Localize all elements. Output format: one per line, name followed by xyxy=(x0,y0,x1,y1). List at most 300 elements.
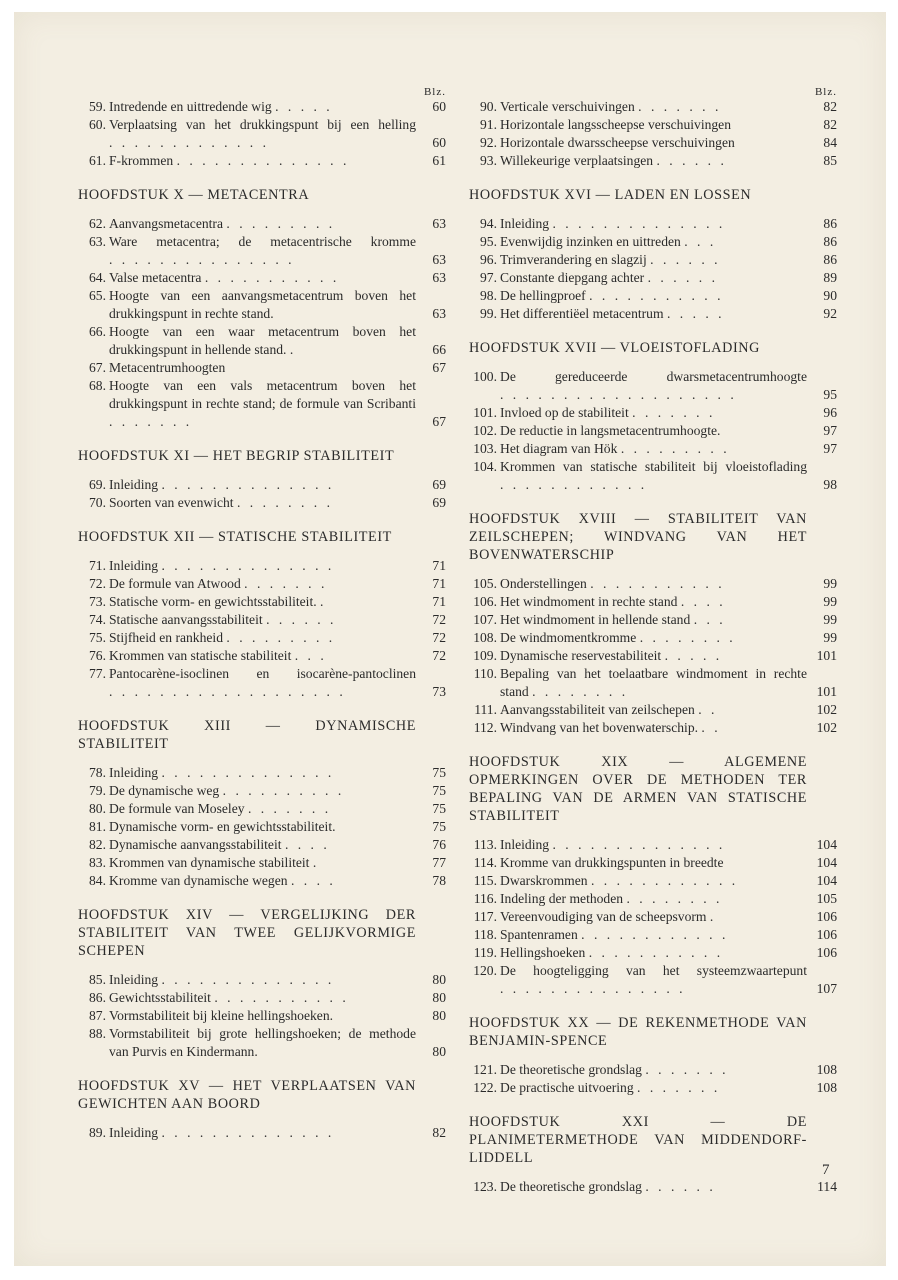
dot-leader: . . . . . . . . . . . . . . . xyxy=(500,981,686,996)
section-number: 119. xyxy=(473,945,497,960)
section-number: 73. xyxy=(89,594,106,609)
toc-entry xyxy=(78,98,450,116)
section-number: 108. xyxy=(473,630,497,645)
section-title: Hoogte van een waar metacentrum boven het drukkingspunt in hellende stand. xyxy=(109,324,416,357)
chapter-heading: HOOFDSTUK XIX — ALGEMENE OPMERKINGEN OVER DE METHODEN TER BEPALING VAN DE ARMEN VAN STATISCHE STABILITEIT xyxy=(469,754,807,824)
page-ref: 82 xyxy=(823,117,837,132)
section-number: 81. xyxy=(89,819,106,834)
toc-entry xyxy=(78,359,450,377)
dot-leader: . . . . . . . xyxy=(632,405,716,420)
dot-leader: . . . . . . . xyxy=(637,1080,721,1095)
section-number: 122. xyxy=(473,1080,497,1095)
page-ref: 73 xyxy=(432,684,446,699)
section-title: Pantocarène-isoclinen en isocarène-pantoclinen xyxy=(109,666,416,681)
section-title: Onderstellingen xyxy=(500,576,587,591)
toc-entry xyxy=(78,116,450,152)
section-number: 87. xyxy=(89,1008,106,1023)
section-number: 112. xyxy=(473,720,497,735)
toc-entry xyxy=(78,872,450,890)
page-ref: 99 xyxy=(823,594,837,609)
toc-entry xyxy=(78,800,450,818)
page-ref: 102 xyxy=(816,702,837,717)
section-number: 64. xyxy=(89,270,106,285)
dot-leader: . xyxy=(289,342,297,357)
dot-leader: . . . . . . . . . . . . xyxy=(591,873,739,888)
dot-leader: . . . . . . . . . . . . . . xyxy=(161,558,335,573)
section-title: Dynamische vorm- en gewichtsstabiliteit. xyxy=(109,819,336,834)
section-title: Kromme van drukkingspunten in breedte xyxy=(500,855,724,870)
dot-leader: . xyxy=(312,855,320,870)
section-number: 85. xyxy=(89,972,106,987)
section-number: 74. xyxy=(89,612,106,627)
section-number: 114. xyxy=(473,855,497,870)
toc-column-left xyxy=(78,86,450,1142)
page-ref: 108 xyxy=(816,1080,837,1095)
page-ref: 99 xyxy=(823,630,837,645)
page-ref: 75 xyxy=(432,801,446,816)
section-title: Hoogte van een aanvangsmetacentrum boven het drukkingspunt in rechte stand. xyxy=(109,288,416,321)
page-ref: 90 xyxy=(823,288,837,303)
page-ref: 63 xyxy=(432,306,446,321)
section-number: 65. xyxy=(89,288,106,303)
dot-leader: . . . . xyxy=(680,594,726,609)
toc-entry xyxy=(469,665,841,701)
dot-leader: . xyxy=(709,909,717,924)
page-ref: 86 xyxy=(823,234,837,249)
dot-leader: . . . . xyxy=(290,873,336,888)
section-title: Statische aanvangsstabiliteit xyxy=(109,612,263,627)
page-ref: 86 xyxy=(823,252,837,267)
page-ref: 72 xyxy=(432,648,446,663)
toc-entry xyxy=(469,98,841,116)
page-ref: 66 xyxy=(432,342,446,357)
page-column-label: Blz. xyxy=(814,86,837,98)
page-ref: 97 xyxy=(823,423,837,438)
toc-entry xyxy=(469,305,841,323)
page-ref: 107 xyxy=(816,981,837,996)
section-title: Horizontale dwarsscheepse verschuivingen xyxy=(500,135,735,150)
section-number: 123. xyxy=(473,1179,497,1194)
dot-leader: . . xyxy=(701,720,721,735)
section-number: 120. xyxy=(473,963,497,978)
section-number: 80. xyxy=(89,801,106,816)
section-title: Dynamische reservestabiliteit xyxy=(500,648,662,663)
toc-entry xyxy=(78,494,450,512)
toc-entry xyxy=(78,593,450,611)
toc-entry xyxy=(78,233,450,269)
page-ref: 104 xyxy=(816,837,837,852)
toc-entry xyxy=(469,215,841,233)
section-number: 75. xyxy=(89,630,106,645)
section-title: Ware metacentra; de metacentrische kromme xyxy=(109,234,416,249)
dot-leader: . . . . . . . . . . . . . . xyxy=(161,765,335,780)
section-number: 84. xyxy=(89,873,106,888)
toc-entry xyxy=(78,476,450,494)
page-ref: 71 xyxy=(432,576,446,591)
section-title: Inleiding xyxy=(109,558,159,573)
dot-leader: . . . . . . . . . . . . . . . . . . . xyxy=(109,684,346,699)
dot-leader: . . . . . . . xyxy=(645,1062,729,1077)
section-title: Verplaatsing van het drukkingspunt bij een helling xyxy=(109,117,416,132)
section-number: 118. xyxy=(473,927,497,942)
section-number: 121. xyxy=(473,1062,497,1077)
page-number: 7 xyxy=(822,1162,830,1178)
section-number: 116. xyxy=(473,891,497,906)
toc-entry xyxy=(78,818,450,836)
toc-entry xyxy=(469,575,841,593)
toc-entry xyxy=(78,665,450,701)
toc-entry xyxy=(469,233,841,251)
section-title: Stijfheid en rankheid xyxy=(109,630,224,645)
chapter-heading: HOOFDSTUK XII — STATISCHE STABILITEIT xyxy=(78,529,392,545)
dot-leader: . . . . xyxy=(284,837,330,852)
dot-leader: . . . xyxy=(693,612,726,627)
dot-leader: . . . . . . . . . . . . . . xyxy=(161,477,335,492)
page-ref: 80 xyxy=(432,972,446,987)
dot-leader: . . . . . xyxy=(664,648,723,663)
section-title: F-krommen xyxy=(109,153,174,168)
dot-leader: . . . . . . . . . . . . . . xyxy=(161,972,335,987)
toc-entry xyxy=(78,1025,450,1061)
dot-leader: . . . . . . xyxy=(645,1179,716,1194)
section-number: 66. xyxy=(89,324,106,339)
toc-entry xyxy=(78,611,450,629)
section-number: 70. xyxy=(89,495,106,510)
section-title: De dynamische weg xyxy=(109,783,220,798)
section-title: Metacentrumhoogten xyxy=(109,360,226,375)
page-ref: 106 xyxy=(816,927,837,942)
section-title: De reductie in langsmetacentrumhoogte. xyxy=(500,423,721,438)
dot-leader: . . . . . . . . . . . . . . xyxy=(552,837,726,852)
page-ref: 82 xyxy=(432,1125,446,1140)
page-ref: 71 xyxy=(432,594,446,609)
dot-leader: . . . . . . . . xyxy=(626,891,723,906)
page-ref: 105 xyxy=(816,891,837,906)
section-title: Vormstabiliteit bij grote hellingshoeken; de methode van Purvis en Kindermann. xyxy=(109,1026,416,1059)
toc-entry xyxy=(78,575,450,593)
dot-leader: . . . . . . . . . . . . . . . xyxy=(109,252,295,267)
toc-entry xyxy=(78,1007,450,1025)
section-title: De hoogteligging van het systeemzwaartepunt xyxy=(500,963,807,978)
chapter-heading: HOOFDSTUK XIV — VERGELIJKING DER STABILITEIT VAN TWEE GELIJKVORMIGE SCHEPEN xyxy=(78,907,416,959)
dot-leader: . . . . . . xyxy=(656,153,727,168)
dot-leader: . . . . . . . . . xyxy=(226,216,336,231)
page-ref: 106 xyxy=(816,909,837,924)
dot-leader: . . . . . . . xyxy=(247,801,332,816)
page-ref: 72 xyxy=(432,630,446,645)
section-title: De formule van Moseley xyxy=(109,801,245,816)
chapter-heading: HOOFDSTUK XV — HET VERPLAATSEN VAN GEWICHTEN AAN BOORD xyxy=(78,1078,416,1112)
dot-leader: . . . . . xyxy=(666,306,725,321)
toc-entry xyxy=(469,1178,841,1196)
chapter-heading: HOOFDSTUK XVII — VLOEISTOFLADING xyxy=(469,340,760,356)
page-ref: 80 xyxy=(432,990,446,1005)
section-number: 107. xyxy=(473,612,497,627)
dot-leader: . . . . . . . . xyxy=(236,495,333,510)
dot-leader: . . . . . . . . . xyxy=(226,630,336,645)
page-ref: 86 xyxy=(823,216,837,231)
toc-entry xyxy=(469,944,841,962)
section-number: 90. xyxy=(480,99,497,114)
page-ref: 99 xyxy=(823,576,837,591)
section-title: Constante diepgang achter xyxy=(500,270,645,285)
section-title: De hellingproef xyxy=(500,288,586,303)
page-ref: 85 xyxy=(823,153,837,168)
section-number: 117. xyxy=(473,909,497,924)
section-number: 97. xyxy=(480,270,497,285)
section-number: 67. xyxy=(89,360,106,375)
section-number: 72. xyxy=(89,576,106,591)
page-ref: 67 xyxy=(432,360,446,375)
section-number: 77. xyxy=(89,666,106,681)
toc-entry xyxy=(469,152,841,170)
section-title: De formule van Atwood xyxy=(109,576,241,591)
section-title: De theoretische grondslag xyxy=(500,1062,642,1077)
page-ref: 78 xyxy=(432,873,446,888)
page-ref: 60 xyxy=(432,99,446,114)
toc-entry xyxy=(78,764,450,782)
page-ref: 104 xyxy=(816,873,837,888)
page-ref: 89 xyxy=(823,270,837,285)
section-number: 92. xyxy=(480,135,497,150)
page-ref: 104 xyxy=(816,855,837,870)
dot-leader: . . . . . . . . . xyxy=(620,441,730,456)
section-number: 113. xyxy=(473,837,497,852)
dot-leader: . . . . . . . xyxy=(244,576,328,591)
section-number: 60. xyxy=(89,117,106,132)
section-title: Vormstabiliteit bij kleine hellingshoeken. xyxy=(109,1008,334,1023)
section-title: Intredende en uittredende wig xyxy=(109,99,272,114)
section-number: 76. xyxy=(89,648,106,663)
dot-leader: . . . . . . . xyxy=(109,414,193,429)
chapter-heading: HOOFDSTUK XVI — LADEN EN LOSSEN xyxy=(469,187,752,203)
page-ref: 98 xyxy=(823,477,837,492)
toc-entry xyxy=(469,134,841,152)
toc-entry xyxy=(469,719,841,737)
section-title: Gewichtsstabiliteit xyxy=(109,990,211,1005)
page-ref: 61 xyxy=(432,153,446,168)
section-number: 68. xyxy=(89,378,106,393)
page-ref: 71 xyxy=(432,558,446,573)
toc-entry xyxy=(78,377,450,431)
section-title: Invloed op de stabiliteit xyxy=(500,405,629,420)
page-ref: 82 xyxy=(823,99,837,114)
section-title: De practische uitvoering xyxy=(500,1080,634,1095)
page-ref: 76 xyxy=(432,837,446,852)
dot-leader: . . . . . . . . . . . xyxy=(204,270,340,285)
dot-leader: . . . . . xyxy=(275,99,333,114)
section-number: 82. xyxy=(89,837,106,852)
section-title: Inleiding xyxy=(109,1125,159,1140)
dot-leader: . xyxy=(320,594,327,609)
section-number: 62. xyxy=(89,216,106,231)
toc-entry xyxy=(78,854,450,872)
toc-entry xyxy=(78,989,450,1007)
chapter-heading: HOOFDSTUK XVIII — STABILITEIT VAN ZEILSCHEPEN; WINDVANG VAN HET BOVENWATERSCHIP xyxy=(469,511,807,563)
toc-entry xyxy=(469,872,841,890)
section-title: Het windmoment in hellende stand xyxy=(500,612,691,627)
dot-leader: . . . . . . xyxy=(647,270,718,285)
section-number: 101. xyxy=(473,405,497,420)
chapter-heading: HOOFDSTUK XI — HET BEGRIP STABILITEIT xyxy=(78,448,395,464)
section-title: De theoretische grondslag xyxy=(500,1179,642,1194)
dot-leader: . . . . . . . xyxy=(638,99,722,114)
page-ref: 75 xyxy=(432,765,446,780)
section-number: 98. xyxy=(480,288,497,303)
page-ref: 92 xyxy=(823,306,837,321)
dot-leader: . . . xyxy=(684,234,717,249)
page-ref: 63 xyxy=(432,252,446,267)
section-title: Het windmoment in rechte stand xyxy=(500,594,678,609)
section-title: Inleiding xyxy=(500,216,550,231)
page-ref: 101 xyxy=(816,648,837,663)
toc-entry xyxy=(469,1061,841,1079)
toc-entry xyxy=(469,368,841,404)
dot-leader: . . . . . . . . xyxy=(639,630,736,645)
toc-entry xyxy=(78,287,450,323)
page-ref: 106 xyxy=(816,945,837,960)
toc-entry xyxy=(78,215,450,233)
page-ref: 60 xyxy=(432,135,446,150)
section-title: Willekeurige verplaatsingen xyxy=(500,153,654,168)
section-number: 59. xyxy=(89,99,106,114)
page-ref: 102 xyxy=(816,720,837,735)
chapter-heading: HOOFDSTUK X — METACENTRA xyxy=(78,187,310,203)
section-title: De gereduceerde dwarsmetacentrumhoogte xyxy=(500,369,807,384)
dot-leader: . . . . . . . . . . . . xyxy=(500,477,648,492)
chapter-heading: HOOFDSTUK XXI — DE PLANIMETERMETHODE VAN MIDDENDORF-LIDDELL xyxy=(469,1114,807,1166)
dot-leader: . . . . . . . . . . . . . . xyxy=(161,1125,335,1140)
section-number: 103. xyxy=(473,441,497,456)
toc-entry xyxy=(469,116,841,134)
section-title: Krommen van statische stabiliteit bij vloeistoflading xyxy=(500,459,807,474)
section-title: Dynamische aanvangsstabiliteit xyxy=(109,837,282,852)
section-number: 102. xyxy=(473,423,497,438)
section-title: Evenwijdig inzinken en uittreden xyxy=(500,234,681,249)
section-number: 86. xyxy=(89,990,106,1005)
section-number: 115. xyxy=(473,873,497,888)
page-ref: 77 xyxy=(432,855,446,870)
page-ref: 96 xyxy=(823,405,837,420)
toc-column-right xyxy=(469,86,841,1196)
toc-entry xyxy=(469,647,841,665)
book-page xyxy=(14,12,886,1266)
chapter-heading: HOOFDSTUK XIII — DYNAMISCHE STABILITEIT xyxy=(78,718,416,752)
section-title: Kromme van dynamische wegen xyxy=(109,873,288,888)
section-number: 79. xyxy=(89,783,106,798)
section-title: Bepaling van het toelaatbare windmoment in rechte stand xyxy=(500,666,807,699)
toc-entry xyxy=(469,629,841,647)
chapter-heading: HOOFDSTUK XX — DE REKENMETHODE VAN BENJAMIN-SPENCE xyxy=(469,1015,807,1049)
section-title: Horizontale langsscheepse verschuivingen xyxy=(500,117,732,132)
section-number: 94. xyxy=(480,216,497,231)
section-title: Vereenvoudiging van de scheepsvorm xyxy=(500,909,707,924)
toc-entry xyxy=(469,593,841,611)
section-title: Windvang van het bovenwaterschip. xyxy=(500,720,699,735)
page-ref: 97 xyxy=(823,441,837,456)
section-number: 78. xyxy=(89,765,106,780)
toc-entry xyxy=(78,782,450,800)
section-title: Valse metacentra xyxy=(109,270,202,285)
section-number: 99. xyxy=(480,306,497,321)
section-title: Indeling der methoden xyxy=(500,891,624,906)
page-ref: 95 xyxy=(823,387,837,402)
section-number: 69. xyxy=(89,477,106,492)
toc-entry xyxy=(469,962,841,998)
section-number: 109. xyxy=(473,648,497,663)
toc-entry xyxy=(78,152,450,170)
section-number: 93. xyxy=(480,153,497,168)
dot-leader: . . . . . . xyxy=(650,252,721,267)
toc-entry xyxy=(469,701,841,719)
toc-entry xyxy=(469,926,841,944)
section-number: 110. xyxy=(473,666,497,681)
section-title: Hellingshoeken xyxy=(500,945,586,960)
section-title: Aanvangsstabiliteit van zeilschepen xyxy=(500,702,695,717)
section-number: 91. xyxy=(480,117,497,132)
section-number: 106. xyxy=(473,594,497,609)
dot-leader: . . . . . . . . . . . . . . xyxy=(552,216,726,231)
section-number: 95. xyxy=(480,234,497,249)
section-title: Krommen van statische stabiliteit xyxy=(109,648,292,663)
section-title: Soorten van evenwicht xyxy=(109,495,234,510)
toc-entry xyxy=(78,629,450,647)
toc-entry xyxy=(469,890,841,908)
page-ref: 69 xyxy=(432,495,446,510)
toc-entry xyxy=(469,251,841,269)
dot-leader: . . . . . . . . . . . . xyxy=(581,927,729,942)
toc-entry xyxy=(469,287,841,305)
section-title: Het diagram van Hök xyxy=(500,441,618,456)
section-title: De windmomentkromme xyxy=(500,630,637,645)
page-ref: 63 xyxy=(432,216,446,231)
toc-entry xyxy=(469,611,841,629)
section-title: Spantenramen xyxy=(500,927,578,942)
section-title: Het differentiëel metacentrum xyxy=(500,306,664,321)
page-ref: 72 xyxy=(432,612,446,627)
dot-leader: . . . . . . . . . . . . . . . . . . . xyxy=(500,387,737,402)
toc-entry xyxy=(78,836,450,854)
toc-entry xyxy=(78,647,450,665)
dot-leader: . . . . . . . . . . xyxy=(222,783,345,798)
page-ref: 99 xyxy=(823,612,837,627)
section-number: 71. xyxy=(89,558,106,573)
section-number: 61. xyxy=(89,153,106,168)
page-ref: 67 xyxy=(432,414,446,429)
dot-leader: . . . . . . . . xyxy=(532,684,629,699)
page-column-label: Blz. xyxy=(423,86,446,98)
toc-entry xyxy=(469,908,841,926)
page-ref: 114 xyxy=(817,1179,837,1194)
dot-leader: . . . . . . . . . . . xyxy=(588,945,724,960)
page-ref: 80 xyxy=(432,1044,446,1059)
section-title: Inleiding xyxy=(109,477,159,492)
dot-leader: . . . . . . . . . . . xyxy=(590,576,725,591)
dot-leader: . . . . . . . . . . . xyxy=(589,288,724,303)
section-title: Dwarskrommen xyxy=(500,873,588,888)
section-title: Inleiding xyxy=(500,837,550,852)
toc-entry xyxy=(78,971,450,989)
dot-leader: . . . . . . xyxy=(266,612,337,627)
page-ref: 84 xyxy=(823,135,837,150)
toc-entry xyxy=(469,836,841,854)
toc-entry xyxy=(78,1124,450,1142)
toc-entry xyxy=(469,458,841,494)
page-ref: 69 xyxy=(432,477,446,492)
section-number: 105. xyxy=(473,576,497,591)
section-title: Krommen van dynamische stabiliteit xyxy=(109,855,310,870)
section-title: Trimverandering en slagzij xyxy=(500,252,647,267)
